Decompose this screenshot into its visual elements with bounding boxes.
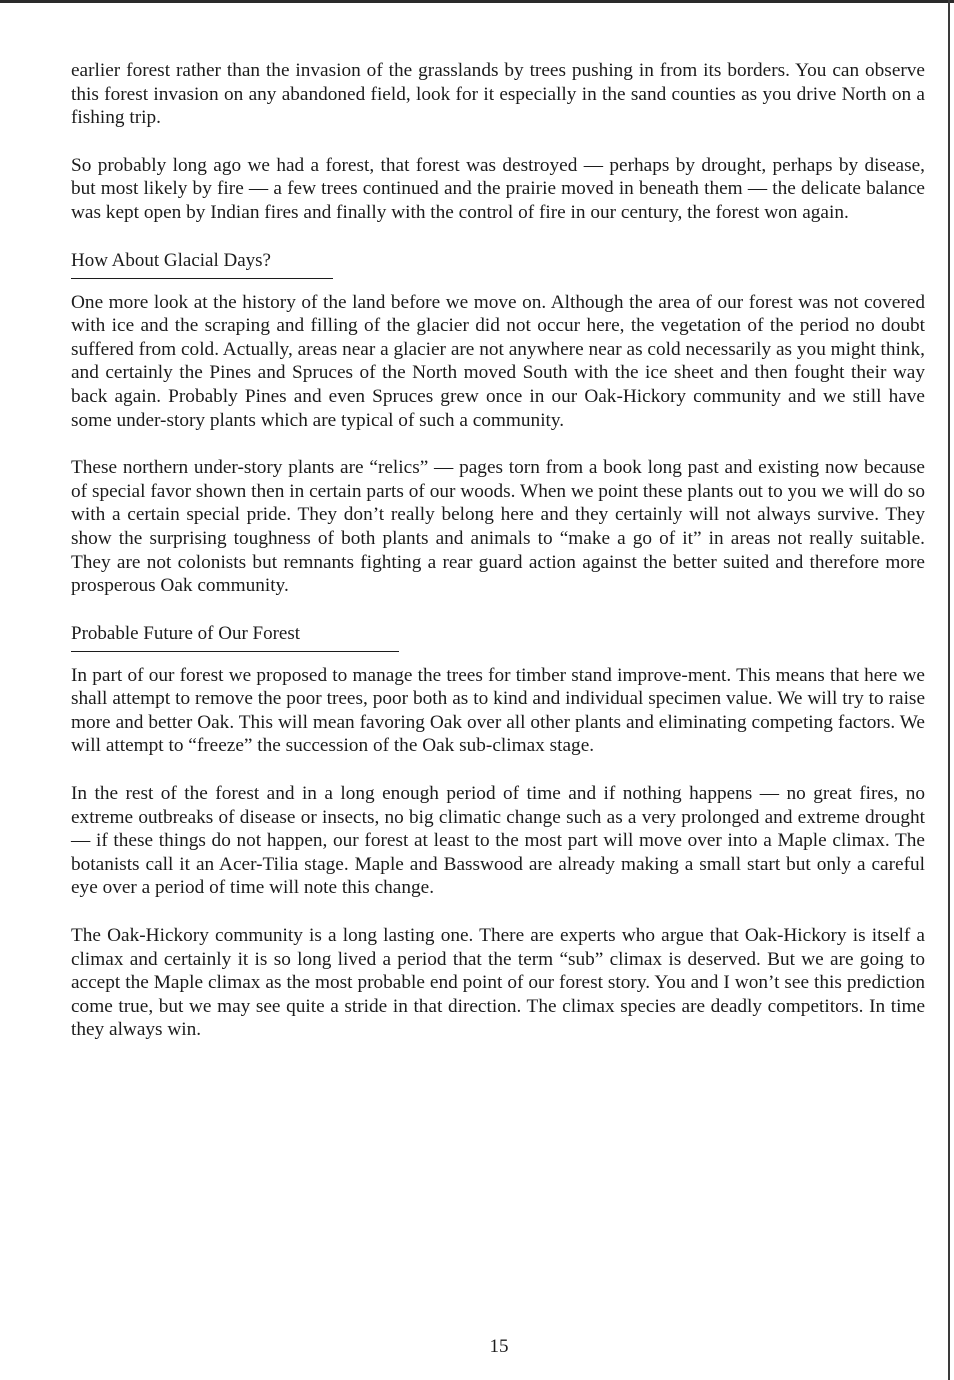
page-right-edge: [948, 0, 950, 1380]
page-top-edge: [0, 0, 954, 3]
paragraph-timber-management: In part of our forest we proposed to manage the trees for timber stand improve-ment. This means that here we shall attempt to remove the poor trees, poor both as to kind and individual specimen value. We will try to raise more and better Oak. This will mean favoring Oak over all other plants and eliminating competing factors. We will attempt to “freeze” the succession of the Oak sub-climax stage.: [71, 664, 925, 757]
section-heading-glacial: How About Glacial Days?: [71, 249, 333, 279]
document-body: [71, 59, 925, 1066]
paragraph-glacial-history: One more look at the history of the land before we move on. Although the area of our forest was not covered with ice and the scraping and filling of the glacier did not occur here, the vegetation of the period no doubt suffered from cold. Actually, areas near a glacier are not anywhere near as cold necessarily as you might think, and certainly the Pines and Spruces of the North moved South with the ice sheet and then fought their way back again. Probably Pines and even Spruces grew once in our Oak-Hickory community and we still have some under-story plants which are typical of such a community.: [71, 291, 925, 431]
page-number: 15: [489, 1336, 509, 1357]
paragraph-forest-invasion: earlier forest rather than the invasion of the grasslands by trees pushing in from its borders. You can observe this forest invasion on any abandoned field, look for it especially in the sand counties as you drive North on a fishing trip.: [71, 60, 925, 129]
section-heading-glacial-wrap: [71, 249, 925, 291]
paragraph-forest-history: So probably long ago we had a forest, that forest was destroyed — perhaps by drought, perhaps by disease, but most likely by fire — a few trees continued and the prairie moved in beneath them — the delicate balance was kept open by Indian fires and finally with the control of fire in our century, the forest won again.: [71, 154, 925, 223]
section-heading-future-wrap: [71, 622, 925, 664]
section-heading-future: Probable Future of Our Forest: [71, 622, 399, 652]
paragraph-maple-climax: In the rest of the forest and in a long enough period of time and if nothing happens — no great fires, no extreme outbreaks of disease or insects, no big climatic change such as a very prolonged and extreme drought — if these things do not happen, our forest at least to the most part will move over into a Maple climax. The botanists call it an Acer-Tilia stage. Maple and Basswood are already making a small start but only a careful eye over a period of time will note this change.: [71, 783, 925, 899]
paragraph-oak-hickory: The Oak-Hickory community is a long lasting one. There are experts who argue that Oak-Hickory is itself a climax and certainly it is so long lived a period that the term “sub” climax is deserved. But we are going to accept the Maple climax as the most probable end point of our forest story. You and I won’t see this prediction come true, but we may see quite a stride in that direction. The climax species are deadly competitors. In time they always win.: [71, 925, 925, 1041]
paragraph-relic-plants: These northern under-story plants are “relics” — pages torn from a book long past and existing now because of special favor shown then in certain parts of our woods. When we point these plants out to you we will do so with a certain special pride. They don’t really belong here and they certainly will not always survive. They show the surprising toughness of both plants and animals to “make a go of it” in areas not really suitable. They are not colonists but remnants fighting a rear guard action against the better suited and therefore more prosperous Oak community.: [71, 457, 925, 597]
